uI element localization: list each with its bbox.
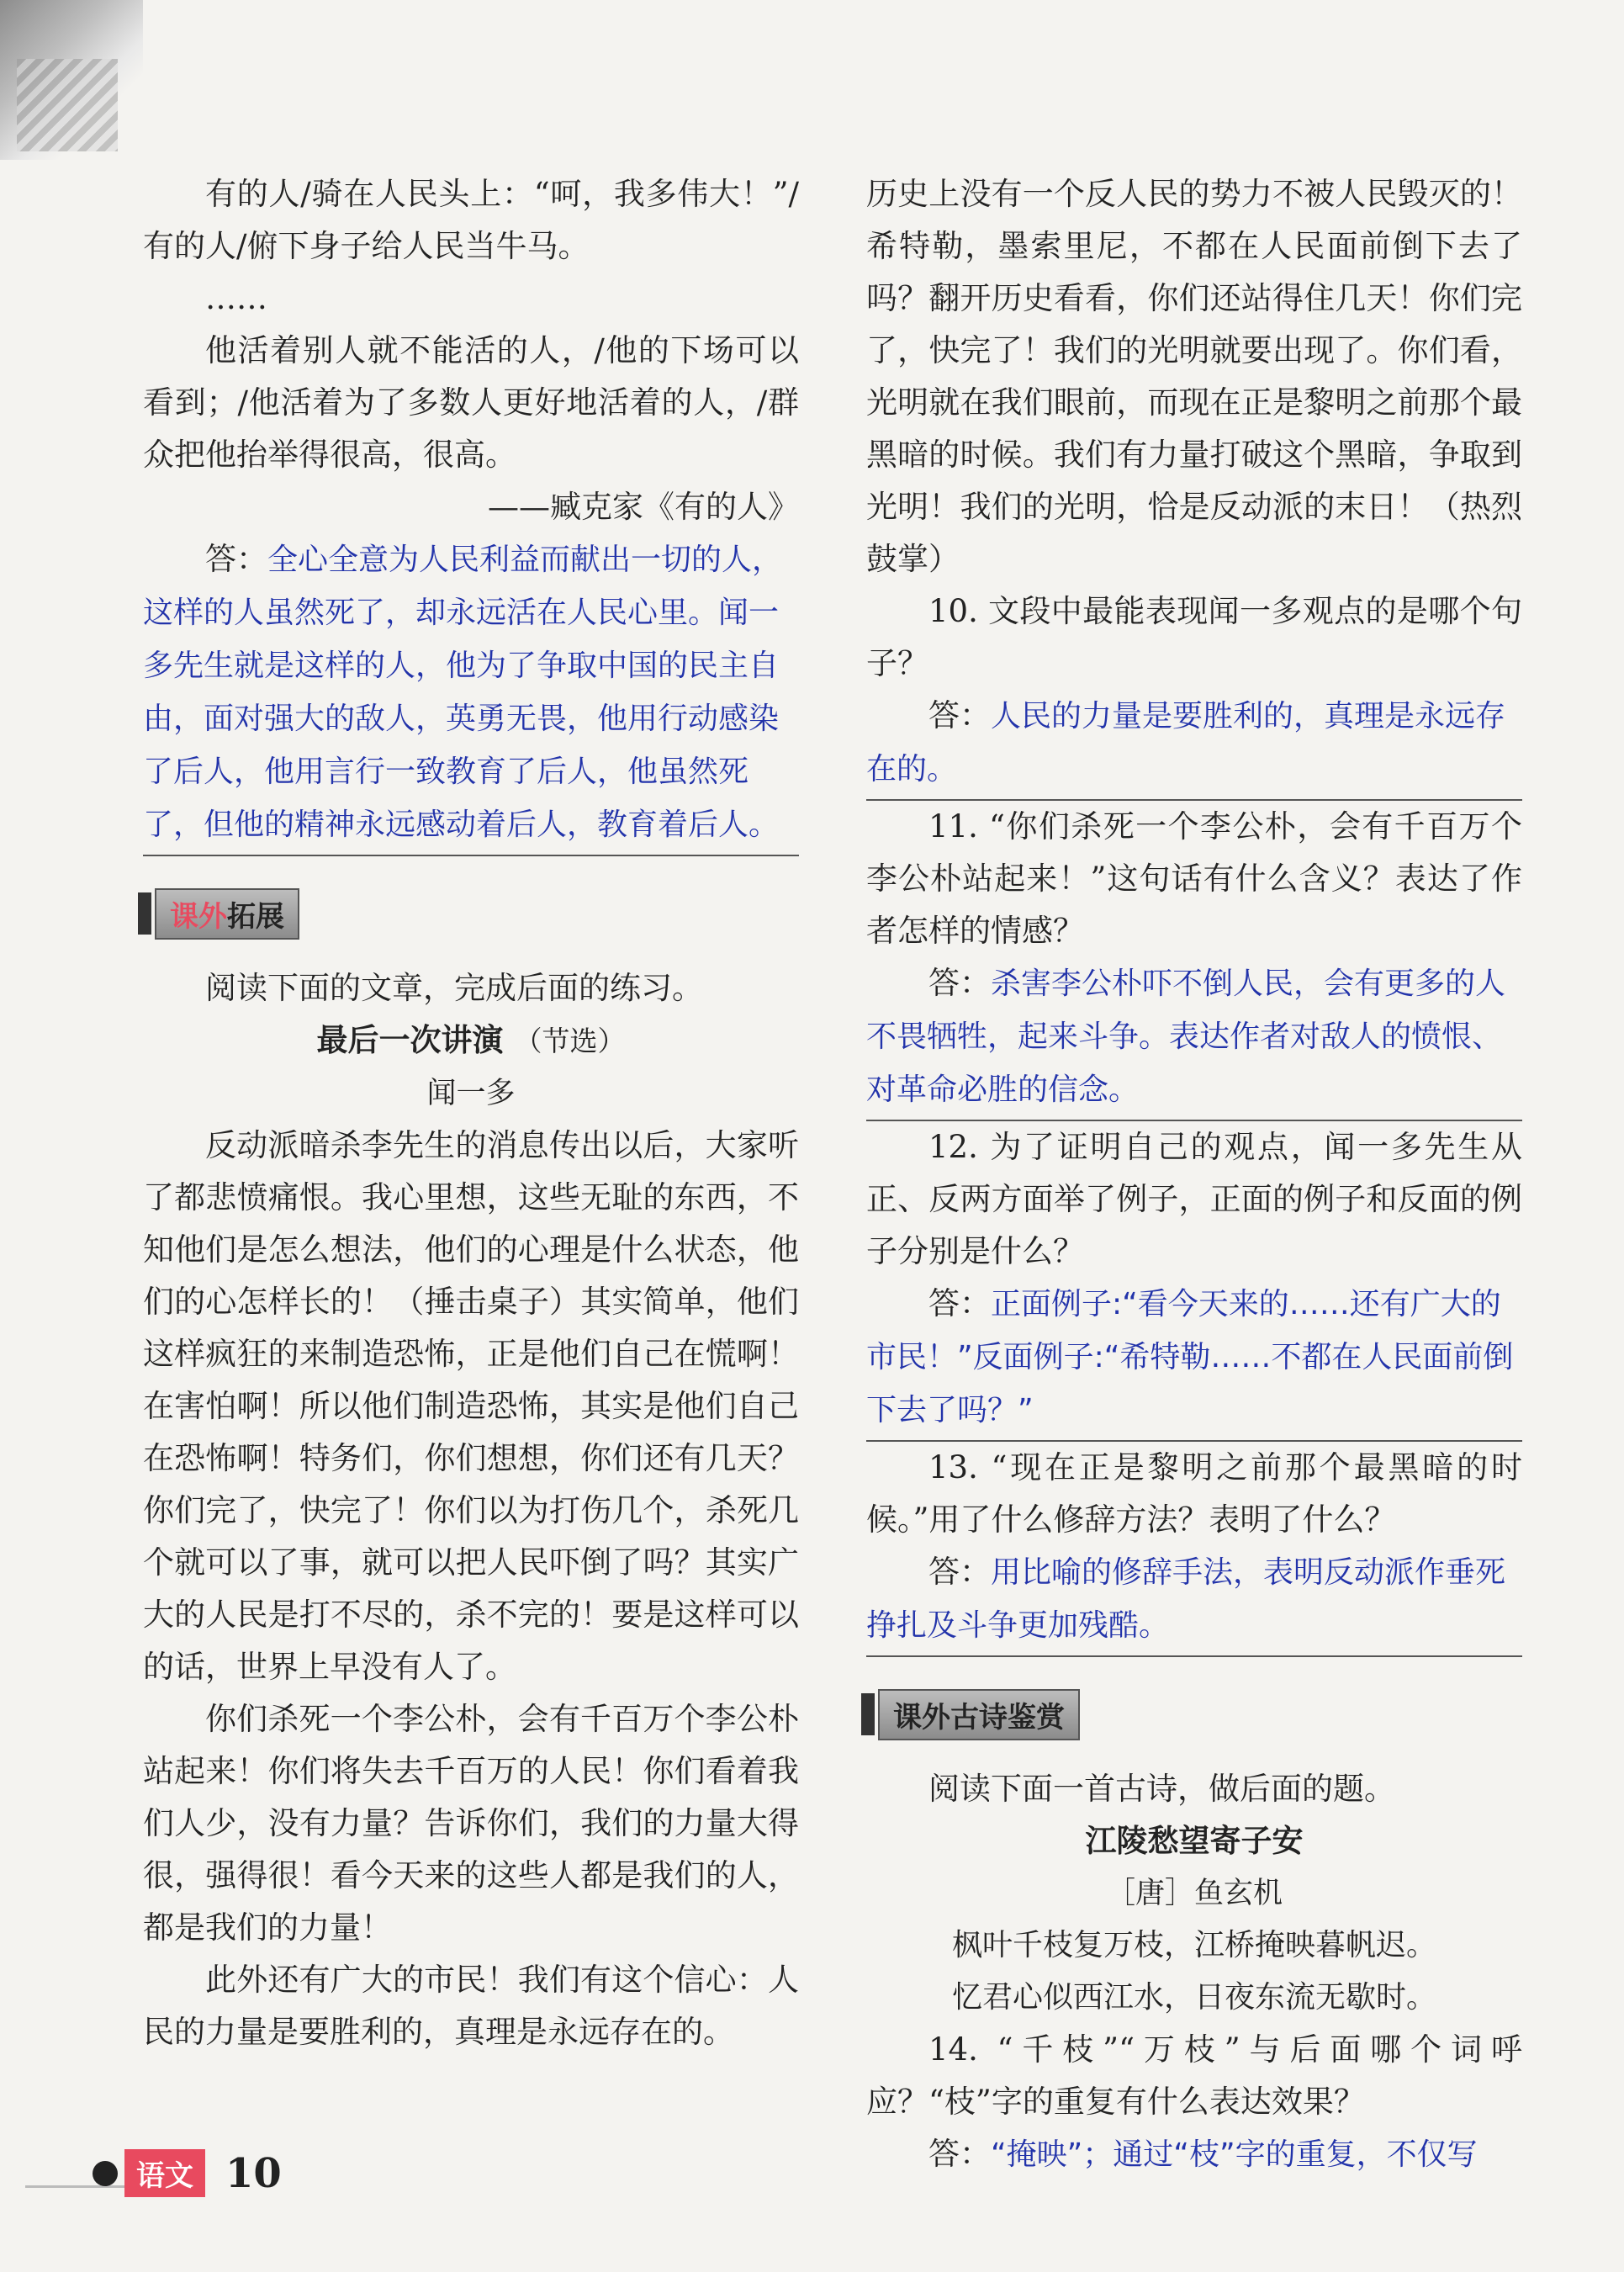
- article-continuation: 历史上没有一个反人民的势力不被人民毁灭的！希特勒，墨索里尼，不都在人民面前倒下去了吗？翻开历史看看，你们还站得住几天！你们完了，快完了！我们的光明就要出现了。你们看，光明就在我们眼前，而现在正是黎明之前那个最黑暗的时候。我们有力量打破这个黑暗，争取到光明！我们的光明，恰是反动派的末日！（热烈鼓掌）: [866, 176, 1522, 577]
- answer-label: 答：: [928, 1285, 991, 1321]
- answer-9: [143, 533, 799, 851]
- footer-dot-icon: [93, 2161, 118, 2186]
- section-tag-poetry: [866, 1691, 1080, 1738]
- poem-author: ［唐］鱼玄机: [1105, 1877, 1283, 1910]
- poem-title: 江陵愁望寄子安: [1085, 1823, 1304, 1859]
- right-column: [866, 168, 1522, 2181]
- poem-attribution: ——臧克家《有的人》: [488, 489, 799, 525]
- corner-stripes: [17, 59, 118, 151]
- question-14: 14. “千枝”“万枝”与后面哪个词呼应？“枝”字的重复有什么表达效果？: [866, 2031, 1522, 2120]
- answer-underline: [143, 855, 799, 856]
- question-12: 12. 为了证明自己的观点，闻一多先生从正、反两方面举了例子，正面的例子和反面的例子分别是什么？: [866, 1129, 1522, 1269]
- answer-14: [866, 2128, 1522, 2181]
- answer-label: 答：: [928, 697, 991, 734]
- answer-label: 答：: [928, 2136, 991, 2172]
- subject-tag: 语文: [124, 2149, 205, 2197]
- answer-10: [866, 690, 1522, 796]
- answer-13: [866, 1546, 1522, 1652]
- poem-line-1: 枫叶千枝复万枝，江桥掩映暮帆迟。: [951, 1928, 1436, 1962]
- answer-text: 用比喻的修辞手法，表明反动派作垂死挣扎及斗争更加残酷。: [866, 1555, 1506, 1643]
- answer-12: [866, 1278, 1522, 1437]
- article-paragraph-3: 此外还有广大的市民！我们有这个信心：人民的力量是要胜利的，真理是永远存在的。: [143, 1962, 799, 2050]
- answer-label: 答：: [928, 965, 991, 1001]
- answer-text: “掩映”；通过“枝”字的重复，不仅写: [991, 2137, 1478, 2172]
- poem-ellipsis: ……: [205, 280, 267, 316]
- section-bar-icon: [143, 892, 151, 935]
- question-10: 10. 文段中最能表现闻一多观点的是哪个句子？: [866, 593, 1522, 681]
- answer-label: 答：: [205, 541, 267, 577]
- section-label: 课外拓展: [155, 888, 299, 940]
- question-11: 11. “你们杀死一个李公朴，会有千百万个李公朴站起来！”这句话有什么含义？表达了作者怎样的情感？: [866, 808, 1522, 949]
- poem-line-2: 忆君心似西江水，日夜东流无歇时。: [951, 1980, 1436, 2015]
- question-13: 13. “现在正是黎明之前那个最黑暗的时候。”用了什么修辞方法？表明了什么？: [866, 1449, 1522, 1538]
- article-title: 最后一次讲演 （节选）: [316, 1022, 626, 1058]
- reading-instruction-2: 阅读下面一首古诗，做后面的题。: [928, 1771, 1395, 1807]
- reading-instruction: 阅读下面的文章，完成后面的练习。: [205, 970, 703, 1006]
- page-footer: [93, 2149, 282, 2197]
- answer-text: 全心全意为人民利益而献出一切的人，这样的人虽然死了，却永远活在人民心里。闻一多先生就是这样的人，他为了争取中国的民主自由，面对强大的敌人，英勇无畏，他用行动感染了后人，他用言行一致教育了后人，他虽然死了，但他的精神永远感动着后人，教育着后人。: [143, 543, 783, 842]
- page-number: 10: [225, 2149, 282, 2197]
- article-paragraph-1: 反动派暗杀李先生的消息传出以后，大家听了都悲愤痛恨。我心里想，这些无耻的东西，不知他们是怎么想法，他们的心理是什么状态，他们的心怎样长的！（捶击桌子）其实简单，他们这样疯狂的来制造恐怖，正是他们自己在慌啊！在害怕啊！所以他们制造恐怖，其实是他们自己在恐怖啊！特务们，你们想想，你们还有几天？你们完了，快完了！你们以为打伤几个，杀死几个就可以了事，就可以把人民吓倒了吗？其实广大的人民是打不尽的，杀不完的！要是这样可以的话，世界上早没有人了。: [143, 1127, 799, 1685]
- answer-text: 人民的力量是要胜利的，真理是永远存在的。: [866, 699, 1506, 786]
- answer-text: 杀害李公朴吓不倒人民，会有更多的人不畏牺牲，起来斗争。表达作者对敌人的愤恨、对革命必胜的信念。: [866, 967, 1506, 1107]
- section-tag-extension: [143, 890, 299, 937]
- answer-text: 正面例子:“看今天来的……还有广大的市民！”反面例子:“希特勒……不都在人民面前倒下去了吗？”: [866, 1287, 1514, 1427]
- article-paragraph-2: 你们杀死一个李公朴，会有千百万个李公朴站起来！你们将失去千百万的人民！你们看着我们人少，没有力量？告诉你们，我们的力量大得很，强得很！看今天来的这些人都是我们的人，都是我们的力量！: [143, 1701, 799, 1946]
- poem-paragraph-1: 有的人/骑在人民头上：“呵，我多伟大！”/有的人/俯下身子给人民当牛马。: [143, 176, 799, 264]
- section-bar-icon: [866, 1693, 875, 1735]
- article-author: 闻一多: [426, 1077, 516, 1110]
- answer-underline: [866, 1655, 1522, 1657]
- answer-label: 答：: [928, 1554, 991, 1590]
- poem-paragraph-2: 他活着别人就不能活的人，/他的下场可以看到；/他活着为了多数人更好地活着的人，/群众把他抬举得很高，很高。: [143, 332, 799, 473]
- answer-11: [866, 957, 1522, 1116]
- section-label: 课外古诗鉴赏: [878, 1689, 1080, 1740]
- left-column: [143, 168, 799, 2058]
